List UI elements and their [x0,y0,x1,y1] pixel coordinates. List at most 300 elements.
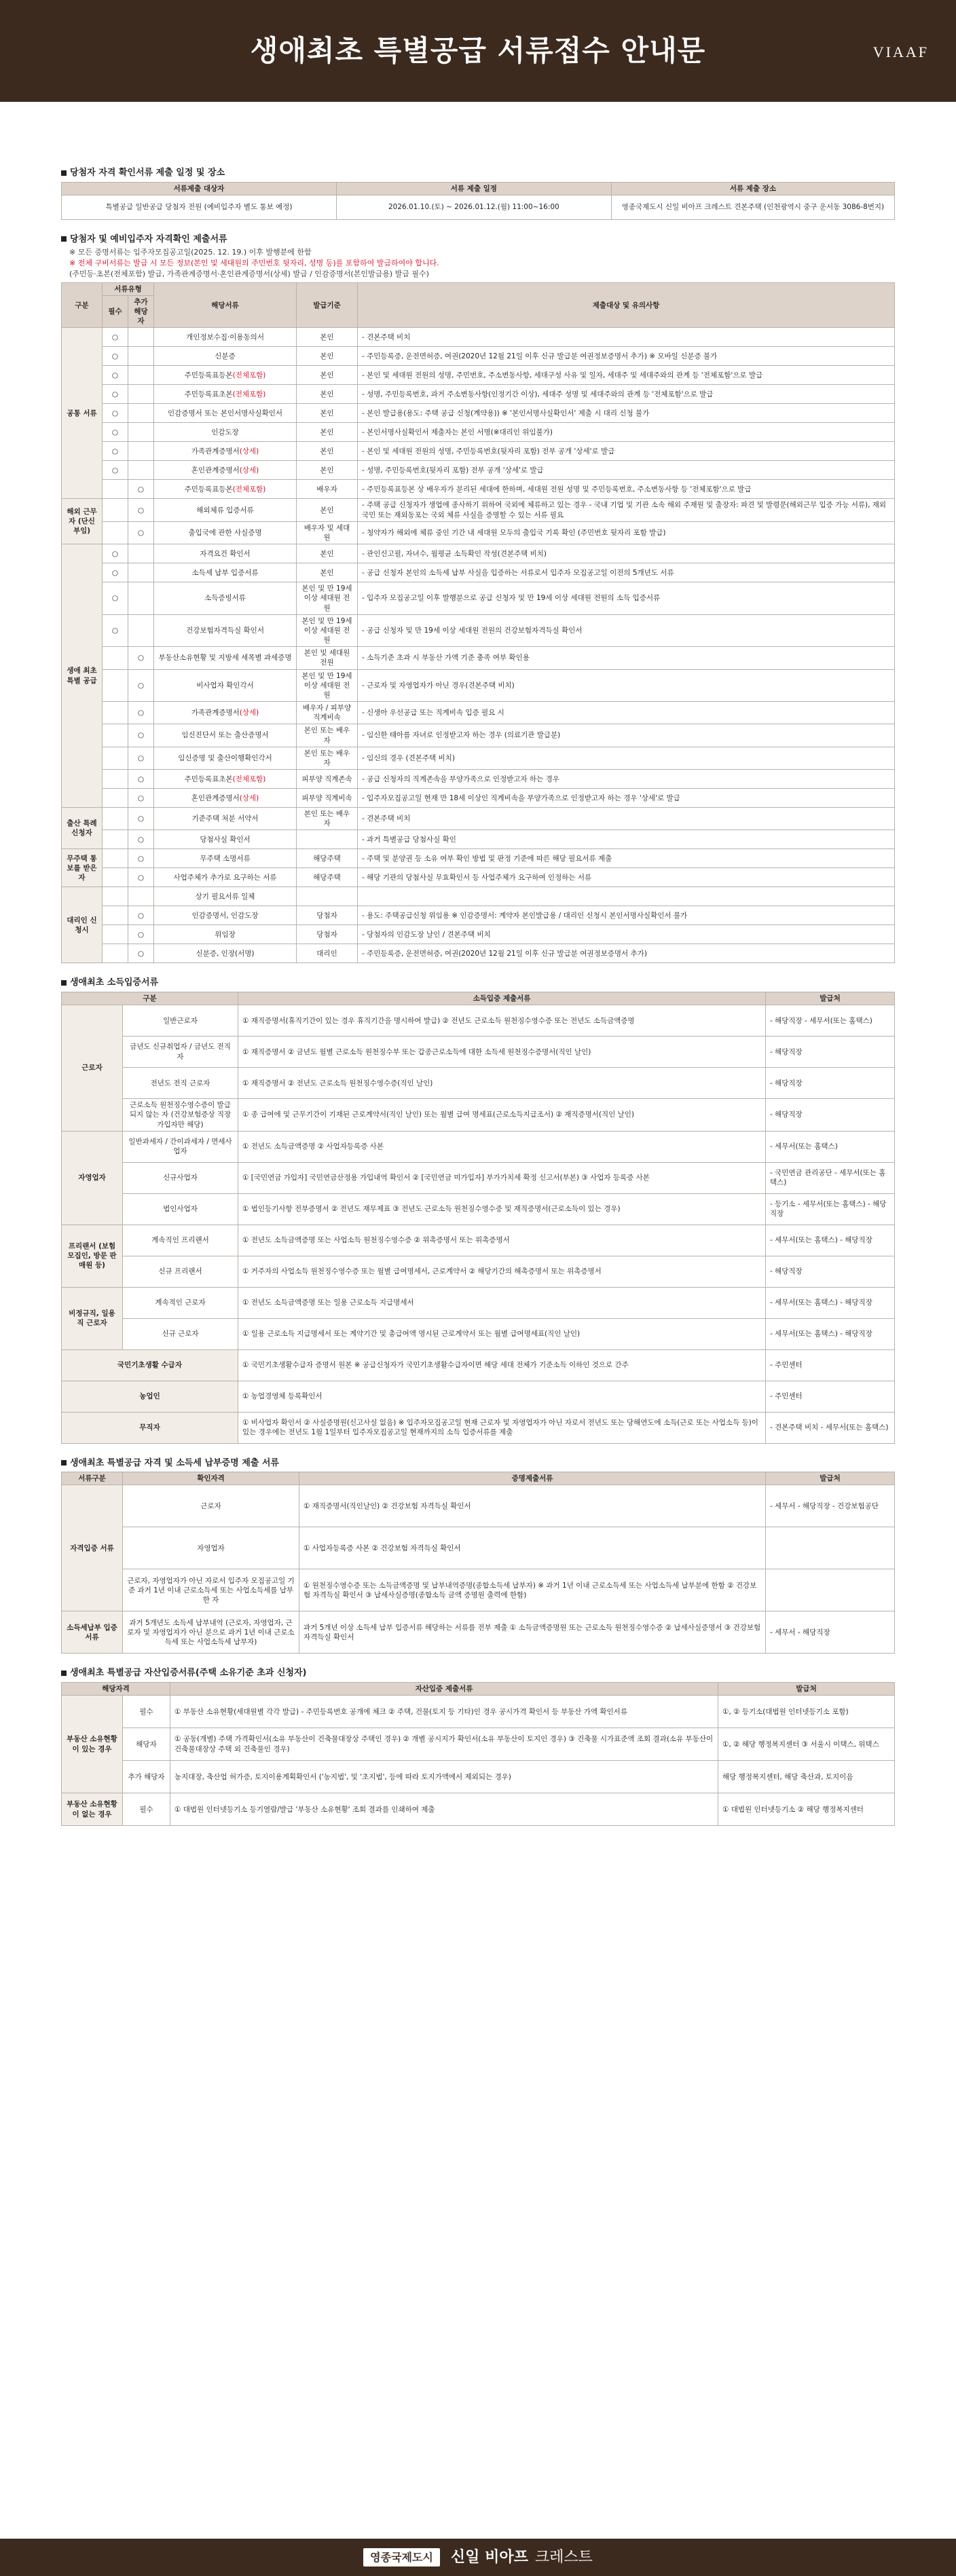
square-bullet-icon [61,1460,67,1466]
income-group: 근로자 [62,1005,123,1132]
income-docs: ① 거주자의 사업소득 원천징수영수증 또는 월별 급여명세서, 근로계약서 ② 해당기간의 해촉증명서 또는 위촉증명서 [238,1256,766,1287]
docs-document-name: 건강보험자격득실 확인서 [154,614,297,647]
table-row [62,808,895,830]
docs-additional-mark: ○ [128,770,154,789]
table-row [62,925,895,944]
income-subgroup: 신규사업자 [123,1162,238,1193]
square-bullet-icon [61,1670,67,1676]
income-issuer: - 해당직장 - 세무서(또는 홈택스) [766,1005,895,1037]
tax-docs: ① 사업자등록증 사본 ② 건강보험 자격득실 확인서 [299,1527,766,1569]
section-tax-title: 생애최초 특별공급 자격 및 소득세 납부증명 제출 서류 [61,1457,895,1470]
docs-note: - 본인서명사실확인서 제출자는 본인 서명(※대리인 위임불가) [358,423,895,442]
docs-required-mark: ○ [103,461,128,480]
tax-issuer: - 세무서 - 해당직장 - 건강보험공단 [766,1485,895,1527]
docs-additional-mark: ○ [128,849,154,868]
table-row [62,868,895,887]
table-row [62,442,895,461]
income-docs: ① [국민연금 가입자] 국민연금산정용 가입내역 확인서 ② [국민연금 미가입자] 부가가치세 확정 신고서(부본) ③ 사업자 등록증 사본 [238,1162,766,1193]
docs-additional-mark: ○ [128,669,154,702]
schedule-place: 영종국제도시 신일 비아프 크레스트 견본주택 (인천광역시 중구 운서동 3086-8번지) [611,195,894,219]
asset-header-docs: 자산입증 제출서류 [170,1682,718,1695]
highlight-text: (전체포함) [232,390,266,398]
docs-additional-mark [128,366,154,385]
docs-document-name: 위임장 [154,925,297,944]
income-header-issuer: 발급처 [766,992,895,1005]
table-row [62,423,895,442]
footer-banner [0,2539,956,2576]
docs-additional-mark [128,887,154,906]
docs-required-mark [103,480,128,499]
docs-additional-mark: ○ [128,906,154,925]
asset-header-issuer: 발급처 [718,1682,895,1695]
docs-basis: 해당주택 [297,849,358,868]
docs-basis: 배우자 및 세대원 [297,521,358,544]
docs-required-mark: ○ [103,366,128,385]
asset-docs: ① 부동산 소유현황(세대원별 각각 발급) - 주민등록번호 공개에 체크 ② 주택, 건물(토지 등 기타)인 경우 공시가격 확인서 등 부동산 가액 확인서류 [170,1696,718,1728]
table-row [62,906,895,925]
footer-location-badge: 영종국제도시 [363,2548,440,2567]
income-docs: ① 농업경영체 등록확인서 [238,1381,766,1412]
table-row [62,1099,895,1132]
docs-note: - 본인 및 세대원 전원의 성명, 주민번호, 주소변동사항, 세대구성 사유 및 일자, 세대주 및 세대주와의 관계 등 '전체포함'으로 발급 [358,366,895,385]
income-group: 비정규직, 일용직 근로자 [62,1287,123,1349]
docs-document-name: 무주택 소명서류 [154,849,297,868]
docs-additional-mark: ○ [128,808,154,830]
docs-note: - 주민등록증, 운전면허증, 여권(2020년 12월 21일 이후 신규 발급분 여권정보증명서 추가) [358,944,895,963]
docs-document-name: 인감증명서 또는 본인서명사실확인서 [154,404,297,423]
docs-note: - 청약자가 해외에 체류 중인 기간 내 세대원 모두의 출입국 기록 확인 (주민번호 뒷자리 포함 발급) [358,521,895,544]
main-content [0,102,956,1826]
income-issuer: - 해당직장 [766,1256,895,1287]
highlight-text: (전체포함) [232,371,266,379]
asset-issuer: ①, ② 해당 행정복지센터 ③ 서울시 이택스, 위택스 [718,1728,895,1761]
table-row [62,1728,895,1761]
income-issuer: - 등기소 - 세무서(또는 홈택스) - 해당직장 [766,1193,895,1225]
docs-document-name: 소득세 납부 입증서류 [154,563,297,582]
highlight-text: (전체포함) [232,774,266,783]
docs-basis: 본인 또는 배우자 [297,808,358,830]
table-row [62,1131,895,1162]
tax-docs: ① 원천징수영수증 또는 소득금액증명 및 납부내역증명(종합소득세 납부자) ※ 과거 1년 이내 근로소득세 또는 사업소득세 납부분에 한함 ② 건강보험 자격득실 확인서 ③ 납세사실증명(종합소득 금액 증명원 출력에 한함) [299,1569,766,1611]
docs-document-name: 인감도장 [154,423,297,442]
docs-document-name: 인감증명서, 인감도장 [154,906,297,925]
docs-group-label: 해외 근무자 (단신 부임) [62,499,103,544]
docs-note: - 관인신고필, 자녀수, 월평균 소득확인 작성(견본주택 비치) [358,544,895,563]
income-subgroup: 전년도 전직 근로자 [123,1068,238,1099]
income-docs: ① 재직증명서 ② 금년도 월별 근로소득 원천징수부 또는 갑종근로소득에 대한 소득세 원천징수증명서(직인 날인) [238,1037,766,1068]
docs-required-mark [103,747,128,769]
docs-basis: 본인 [297,563,358,582]
table-row [62,702,895,724]
docs-additional-mark: ○ [128,830,154,849]
docs-header-basis: 발급기준 [297,282,358,328]
table-row [62,1193,895,1225]
docs-required-mark: ○ [103,442,128,461]
docs-group-label: 무주택 통보를 받은자 [62,849,103,887]
docs-document-name: 개인정보수집·이용동의서 [154,328,297,347]
table-row [62,614,895,647]
docs-required-mark [103,887,128,906]
docs-document-name: 기준주택 처분 서약서 [154,808,297,830]
docs-group-label: 생애 최초 특별 공급 [62,544,103,808]
table-row [62,385,895,404]
docs-basis: 대리인 [297,944,358,963]
docs-additional-mark: ○ [128,702,154,724]
docs-basis: 피부양 직계존속 [297,770,358,789]
income-docs: ① 일용 근로소득 지급명세서 또는 계약기간 및 총급여액 명시된 근로계약서 또는 월별 급여명세표(직인 날인) [238,1318,766,1349]
income-subgroup: 법인사업자 [123,1193,238,1225]
docs-note: - 용도: 주택공급신청 위임용 ※ 인감증명서: 계약자 본인발급용 / 대리인 신청시 본인서명사실확인서 불가 [358,906,895,925]
docs-additional-mark: ○ [128,868,154,887]
tax-who: 근로자, 자영업자가 아닌 자로서 입주자 모집공고일 기준 과거 1년 이내 근로소득세 또는 사업소득세를 납부한 자 [123,1569,299,1611]
asset-table [61,1682,895,1826]
table-row [62,1349,895,1381]
section-asset-title: 생애최초 특별공급 자산입증서류(주택 소유기준 초과 신청자) [61,1667,895,1679]
tax-issuer [766,1527,895,1569]
highlight-text: (상세) [239,709,259,717]
docs-additional-mark: ○ [128,480,154,499]
docs-note: - 당첨자의 인감도장 날인 / 견본주택 비치 [358,925,895,944]
docs-basis: 본인 [297,347,358,366]
income-issuer: - 세무서(또는 홈택스) - 해당직장 [766,1225,895,1256]
income-subgroup: 금년도 신규취업자 / 금년도 전직자 [123,1037,238,1068]
docs-basis: 당첨자 [297,925,358,944]
docs-basis: 본인 [297,423,358,442]
docs-basis: 해당주택 [297,868,358,887]
docs-note: - 견본주택 비치 [358,328,895,347]
docs-additional-mark [128,328,154,347]
table-row [62,830,895,849]
schedule-header-date: 서류 제출 일정 [336,182,611,195]
income-issuer: - 세무서(또는 홈택스) - 해당직장 [766,1318,895,1349]
section-income-title: 생애최초 소득입증서류 [61,977,895,989]
income-group: 국민기초생활 수급자 [62,1349,238,1381]
income-issuer: - 해당직장 [766,1099,895,1132]
square-bullet-icon [61,980,67,986]
docs-document-name: 부동산소유현황 및 지방세 세목별 과세증명 [154,647,297,669]
income-docs: ① 법인등기사항 전부증명서 ② 전년도 재무제표 ③ 전년도 근로소득 원천징수영수증 및 재직증명서(근로소득이 있는 경우) [238,1193,766,1225]
table-row [62,461,895,480]
docs-note: - 본인 발급용(용도: 주택 공급 신청(계약용)) ※ '본인서명사실확인서' 제출 시 대리 신청 불가 [358,404,895,423]
income-docs: ① 재직증명서 ② 전년도 근로소득 원천징수영수증(직인 날인) [238,1068,766,1099]
docs-additional-mark: ○ [128,499,154,521]
docs-basis: 당첨자 [297,906,358,925]
docs-basis [297,830,358,849]
documents-table [61,282,895,964]
asset-who: 해당자 [123,1728,170,1761]
table-row [62,647,895,669]
docs-basis: 피부양 직계비속 [297,789,358,808]
docs-required-mark [103,808,128,830]
income-issuer: - 해당직장 [766,1068,895,1099]
docs-basis: 본인 [297,499,358,521]
table-row [62,1287,895,1318]
income-subgroup: 신규 근로자 [123,1318,238,1349]
docs-required-mark [103,868,128,887]
docs-additional-mark: ○ [128,747,154,769]
footer-brand-name: 신일 비아프 [450,2548,528,2566]
docs-document-name: 주민등록표초본(전체포함) [154,385,297,404]
table-row [62,944,895,963]
docs-basis: 본인 [297,385,358,404]
schedule-header-target: 서류제출 대상자 [62,182,337,195]
docs-required-mark [103,669,128,702]
docs-note: - 공급 신청자의 직계존속을 부양가족으로 인정받고자 하는 경우 [358,770,895,789]
tax-header-type: 서류구분 [62,1472,123,1485]
section-documents-title: 당첨자 및 예비입주자 자격확인 제출서류 [61,234,895,246]
docs-document-name: 출입국에 관한 사실증명 [154,521,297,544]
docs-note: - 임신의 경우 (견본주택 비치) [358,747,895,769]
docs-note: - 주민등록표등본 상 배우자가 분리된 세대에 한하며, 세대원 전원 성명 및 주민등록번호, 주소변동사항 등 '전체포함'으로 발급 [358,480,895,499]
income-header-docs: 소득입증 제출서류 [238,992,766,1005]
docs-header-document: 해당서류 [154,282,297,328]
asset-who: 필수 [123,1696,170,1728]
docs-required-mark [103,925,128,944]
docs-document-name: 혼인관계증명서(상세) [154,461,297,480]
docs-required-mark: ○ [103,544,128,563]
docs-header-notes: 제출대상 및 유의사항 [358,282,895,328]
docs-note: - 입주자모집공고일 현재 만 18세 이상인 직계비속을 부양가족으로 인정받고자 하는 경우 '상세'로 발급 [358,789,895,808]
docs-note: - 성명, 주민등록번호, 과거 주소변동사항(인정기간 이상), 세대주 성명 및 세대주와의 관계 등 '전체포함'으로 발급 [358,385,895,404]
docs-document-name: 임신진단서 또는 출산증명서 [154,724,297,747]
income-issuer: - 세무서(또는 홈택스) [766,1131,895,1162]
table-row [62,849,895,868]
table-row [62,1318,895,1349]
income-docs: ① 종 급여에 및 근무기간이 기재된 근로계약서(직인 날인) 또는 월별 급여 명세표(근로소득지급조서) ② 재직증명서(직인 날인) [238,1099,766,1132]
tax-who: 과거 5개년도 소득세 납부내역 (근로자, 자영업자, 근로자 및 자영업자가 아닌 분으로 과거 1년 이내 근로소득세 또는 사업소득세 납부자) [123,1611,299,1654]
income-table [61,992,895,1444]
table-row [62,480,895,499]
docs-note [358,887,895,906]
table-row [62,328,895,347]
asset-docs: ① 대법원 인터넷등기소 등기열람/발급 '부동산 소유현황' 조회 결과를 인쇄하여 제출 [170,1793,718,1826]
docs-document-name: 임신증명 및 출산이행확인각서 [154,747,297,769]
asset-issuer: 해당 행정복지센터, 해당 축산과, 토지이음 [718,1761,895,1793]
docs-document-name: 사업주체가 추가로 요구하는 서류 [154,868,297,887]
docs-basis: 본인 [297,366,358,385]
asset-docs: 농지대장, 축산업 허가증, 토지이용계획확인서 ('농지법', 및 '초지법', 등에 따라 토지가액에서 제외되는 경우) [170,1761,718,1793]
asset-header-who: 해당자격 [62,1682,170,1695]
asset-issuer: ① 대법원 인터넷등기소 ② 해당 행정복지센터 [718,1793,895,1826]
asset-who: 필수 [123,1793,170,1826]
docs-basis: 본인 [297,404,358,423]
docs-required-mark: ○ [103,404,128,423]
tax-docs: 과거 5개년 이상 소득세 납부 입증서류 해당하는 서류를 전부 제출 ① 소득금액증명원 또는 근로소득 원천징수영수증 ② 납세사실증명서 ③ 건강보험 자격득실 확인서 [299,1611,766,1654]
asset-who: 추가 해당자 [123,1761,170,1793]
table-row [62,724,895,747]
docs-document-name: 주민등록표등본(전체포함) [154,480,297,499]
docs-additional-mark: ○ [128,789,154,808]
docs-document-name: 신분증 [154,347,297,366]
docs-required-mark: ○ [103,423,128,442]
table-row [62,347,895,366]
docs-document-name: 상기 필요서류 일체 [154,887,297,906]
table-row [62,499,895,521]
income-subgroup: 일반과세자 / 간이과세자 / 면세사업자 [123,1131,238,1162]
tax-header-issuer: 발급처 [766,1472,895,1485]
schedule-header-place: 서류 제출 장소 [611,182,894,195]
docs-document-name: 가족관계증명서(상세) [154,442,297,461]
docs-document-name: 해외체류 입증서류 [154,499,297,521]
table-row [62,1037,895,1068]
income-docs: ① 국민기초생활수급자 증명서 원본 ※ 공급신청자가 국민기초생활수급자이면 해당 세대 전체가 기준소득 이하인 것으로 간주 [238,1349,766,1381]
docs-note: - 견본주택 비치 [358,808,895,830]
docs-note: - 주민등록증, 운전면허증, 여권(2020년 12월 21일 이후 신규 발급분 여권정보증명서 추가) ※ 모바일 신분증 불가 [358,347,895,366]
table-row [62,1256,895,1287]
income-docs: ① 전년도 소득금액증명 ② 사업자등록증 사본 [238,1131,766,1162]
docs-basis: 본인 [297,544,358,563]
income-issuer: - 주민센터 [766,1381,895,1412]
docs-required-mark [103,702,128,724]
tax-header-who: 확인자격 [123,1472,299,1485]
docs-note: - 소득기준 초과 시 부동산 가액 기준 충족 여부 확인용 [358,647,895,669]
docs-note: - 성명, 주민등록번호(뒷자리 포함) 전부 공개 '상세'로 발급 [358,461,895,480]
docs-required-mark: ○ [103,385,128,404]
docs-note: - 공급 신청자 본인의 소득세 납부 사실을 입증하는 서류로서 입주자 모집공고일 이전의 5개년도 서류 [358,563,895,582]
schedule-target: 특별공급 일반공급 당첨자 전원 (예비입주자 별도 통보 예정) [62,195,337,219]
docs-additional-mark: ○ [128,724,154,747]
table-row [62,1381,895,1412]
docs-document-name: 주민등록표등본(전체포함) [154,366,297,385]
tax-issuer [766,1569,895,1611]
docs-basis: 본인 [297,461,358,480]
table-row [62,1569,895,1611]
docs-note: - 공급 신청자 및 만 19세 이상 세대원 전원의 건강보험자격득실 확인서 [358,614,895,647]
docs-additional-mark: ○ [128,647,154,669]
income-group: 자영업자 [62,1131,123,1225]
docs-header-additional: 추가 해당자 [128,295,154,328]
table-row [62,1611,895,1654]
docs-required-mark: ○ [103,347,128,366]
income-docs: ① 재직증명서(휴직기간이 있는 경우 휴직기간을 명시하여 발급) ② 전년도 근로소득 원천징수영수증 또는 전년도 소득금액증명 [238,1005,766,1037]
docs-required-mark [103,724,128,747]
docs-basis: 배우자 / 피부양 직계비속 [297,702,358,724]
highlight-text: (상세) [239,466,259,474]
docs-basis: 본인 또는 배우자 [297,724,358,747]
schedule-date: 2026.01.10.(토) ~ 2026.01.12.(월) 11:00~16:00 [336,195,611,219]
asset-docs: ① 공동(개별) 주택 가격확인서(소유 부동산이 건축물대장상 주택인 경우) ② 개별 공시지가 확인서(소유 부동산이 토지인 경우) ③ 건축물 시가표준액 조회 결과(소유 부동산이 건축물대장상 주택 외 건축물인 경우) [170,1728,718,1761]
income-subgroup: 계속직인 프리랜서 [123,1225,238,1256]
docs-additional-mark [128,423,154,442]
tax-who: 자영업자 [123,1527,299,1569]
income-issuer: - 세무서(또는 홈택스) - 해당직장 [766,1287,895,1318]
table-row [62,789,895,808]
table-row [62,747,895,769]
note-line: ※ 전체 구비서류는 발급 시 모든 정보(본인 및 세대원의 주민번호 뒷자리, 성명 등)를 포함하여 발급하여야 합니다. [69,259,439,268]
docs-document-name: 비사업자 확인각서 [154,669,297,702]
table-row [62,404,895,423]
table-row [62,770,895,789]
income-header-category: 구분 [62,992,238,1005]
income-issuer: - 견본주택 비치 - 세무서(또는 홈택스) [766,1412,895,1443]
docs-additional-mark [128,461,154,480]
docs-header-type: 서류유형 [103,282,154,295]
brand-logo: VIAAF [872,43,929,60]
tax-group: 소득세납부 입증서류 [62,1611,123,1654]
docs-additional-mark [128,404,154,423]
docs-basis [297,887,358,906]
docs-required-mark [103,770,128,789]
docs-note: - 입주자 모집공고일 이후 발행분으로 공급 신청자 및 만 19세 이상 세대원 전원의 소득 입증서류 [358,582,895,615]
docs-basis: 배우자 [297,480,358,499]
docs-document-name: 자격요건 확인서 [154,544,297,563]
tax-docs: ① 재직증명서(직인날인) ② 건강보험 자격득실 확인서 [299,1485,766,1527]
docs-note: - 주택 공급 신청자가 생업에 종사하기 위하여 국외에 체류하고 있는 경우 - 국내 기업 및 기관 소속 해외 주재원 및 출장자: 파견 및 발령문(해외근무 입증 가능 서류), 재외국민 또는 재외동포는 국외 체류 사실을 증명할 수 있는 서류 필요 [358,499,895,521]
docs-additional-mark [128,563,154,582]
docs-additional-mark [128,442,154,461]
docs-additional-mark [128,582,154,615]
tax-header-docs: 증명제출서류 [299,1472,766,1485]
docs-basis: 본인 및 만 19세 이상 세대원 전원 [297,614,358,647]
documents-notes [69,248,895,280]
docs-basis: 본인 및 세대원 전원 [297,647,358,669]
income-subgroup: 계속적인 근로자 [123,1287,238,1318]
tax-group: 자격입증 서류 [62,1485,123,1611]
tax-issuer: - 세무서 - 해당직장 [766,1611,895,1654]
docs-note: - 신생아 우선공급 또는 직계비속 입증 필요 시 [358,702,895,724]
docs-additional-mark [128,347,154,366]
table-row [62,366,895,385]
income-subgroup: 근로소득 원천징수영수증이 발급되지 않는 자 (건강보험증상 직장가입자만 해당) [123,1099,238,1132]
table-row [62,1793,895,1826]
docs-basis: 본인 및 만 19세 이상 세대원 전원 [297,582,358,615]
docs-required-mark [103,521,128,544]
docs-header-category: 구분 [62,282,103,328]
square-bullet-icon [61,236,67,242]
docs-header-required: 필수 [103,295,128,328]
docs-additional-mark [128,385,154,404]
docs-basis: 본인 및 만 19세 이상 세대원 전원 [297,669,358,702]
docs-required-mark: ○ [103,582,128,615]
highlight-text: (상세) [239,447,259,455]
tax-who: 근로자 [123,1485,299,1527]
docs-group-label: 출산 특례 신청자 [62,808,103,849]
income-docs: ① 전년도 소득금액증명 또는 사업소득 원천징수영수증 ② 위촉증명서 또는 위촉증명서 [238,1225,766,1256]
table-row [62,1485,895,1527]
income-issuer: - 주민센터 [766,1349,895,1381]
docs-required-mark: ○ [103,563,128,582]
docs-document-name: 당첨사실 확인서 [154,830,297,849]
income-group: 농업인 [62,1381,238,1412]
docs-basis: 본인 [297,328,358,347]
asset-group: 부동산 소유현황이 있는 경우 [62,1696,123,1793]
table-row [62,1225,895,1256]
docs-additional-mark [128,614,154,647]
docs-document-name: 가족관계증명서(상세) [154,702,297,724]
docs-required-mark [103,849,128,868]
table-row [62,1761,895,1793]
table-row [62,1696,895,1728]
highlight-text: (상세) [239,794,259,802]
docs-required-mark [103,830,128,849]
income-docs: ① 비사업자 확인서 ② 사실증명원(신고사실 없음) ※ 입주자모집공고일 현재 근로자 및 자영업자가 아닌 자로서 전년도 또는 당해연도에 소득(근로 또는 사업소득 등)이 있는 경우에는 전년도 1월 1일부터 입주자모집공고일 현재까지의 소득 입증서류를 제출 [238,1412,766,1443]
docs-group-label: 공통 서류 [62,328,103,499]
docs-note: - 임신한 태아를 자녀로 인정받고자 하는 경우 (의료기관 발급분) [358,724,895,747]
table-row [62,521,895,544]
table-row [62,1005,895,1037]
docs-required-mark: ○ [103,328,128,347]
table-row [62,1527,895,1569]
income-subgroup: 일반근로자 [123,1005,238,1037]
docs-note: - 주택 및 분양권 등 소유 여부 확인 방법 및 판정 기준에 따른 해당 필요서류 제출 [358,849,895,868]
docs-note: - 근로자 및 자영업자가 아닌 경우(견본주택 비치) [358,669,895,702]
table-row [62,669,895,702]
docs-required-mark: ○ [103,614,128,647]
table-row [62,1162,895,1193]
table-row [62,1068,895,1099]
table-row [62,544,895,563]
schedule-table [61,182,895,220]
